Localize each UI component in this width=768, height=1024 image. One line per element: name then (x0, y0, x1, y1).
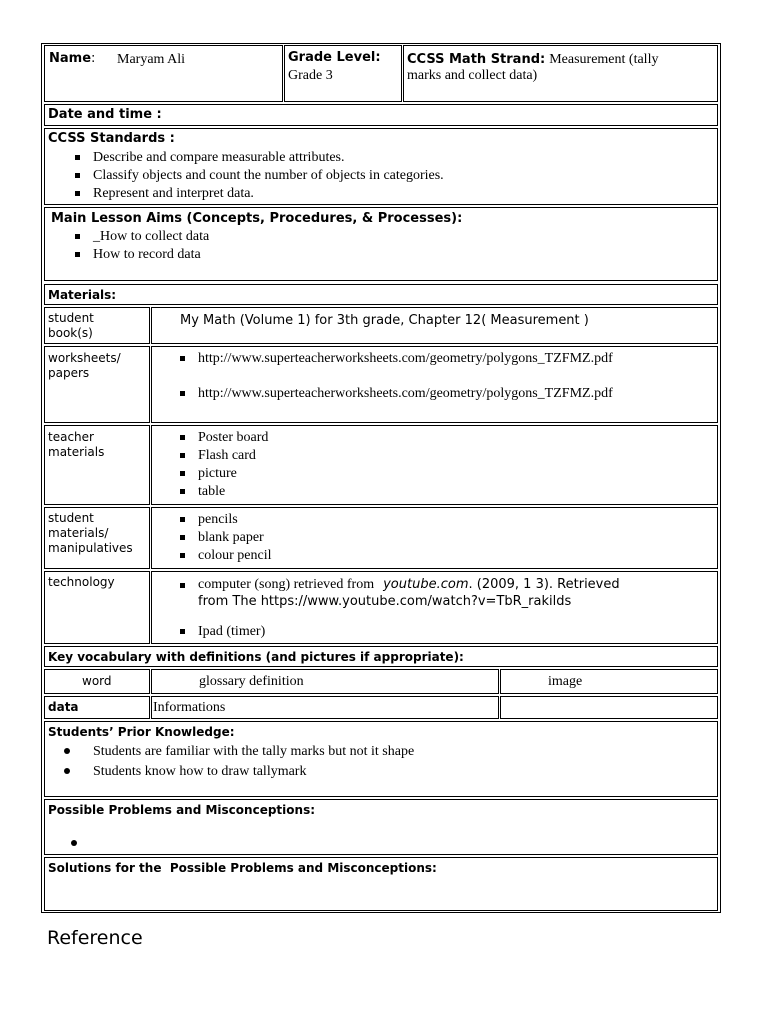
prior-knowledge-row (44, 721, 718, 797)
list-item: Students know how to draw tallymark (63, 762, 414, 782)
student-materials-label-cont: materials/ (48, 526, 109, 540)
teacher-materials-label-cont: materials (48, 445, 105, 459)
teacher-materials-label-cell (44, 425, 150, 505)
technology-item-song: computer (song) retrieved from youtube.com. (2009, 1 3). Retrieved from The https://www.youtube.com/watch?v=TbR_rakilds (178, 575, 620, 611)
grade-level-cell (284, 45, 402, 102)
problems-list (70, 834, 90, 852)
student-book-label-cont: book(s) (48, 326, 93, 340)
list-item: How to record data (73, 246, 209, 264)
materials-row (44, 284, 718, 305)
list-item: colour pencil (178, 547, 271, 565)
date-time-label: Date and time : (48, 107, 162, 122)
technology-list (178, 623, 265, 641)
vocabulary-label: Key vocabulary with definitions (and pictures if appropriate): (48, 650, 464, 664)
lesson-aims-list (73, 228, 209, 264)
student-materials-list (178, 511, 271, 565)
technology-label: technology (48, 575, 115, 589)
standards-row (44, 128, 718, 205)
list-item: pencils (178, 511, 271, 529)
student-materials-label-cell (44, 507, 150, 569)
vocab-header-image: image (500, 669, 718, 694)
prior-knowledge-list (63, 742, 414, 782)
vocab-word: data (48, 700, 79, 714)
list-item: table (178, 483, 268, 501)
student-materials-value-cell (151, 507, 718, 569)
list-item: Poster board (178, 429, 268, 447)
youtube-link[interactable]: youtube.com (383, 577, 469, 592)
student-materials-label-cont2: manipulatives (48, 541, 133, 555)
grade-level-label: Grade Level: (288, 50, 381, 65)
math-strand-label: CCSS Math Strand: (407, 52, 546, 67)
solutions-row (44, 857, 718, 911)
bullet-icon (180, 583, 185, 588)
teacher-materials-value-cell (151, 425, 718, 505)
technology-label-cell (44, 571, 150, 644)
list-item: Ipad (timer) (178, 623, 265, 641)
math-strand-cell (403, 45, 718, 102)
student-materials-label: student (48, 511, 94, 525)
grade-level-value: Grade 3 (288, 68, 333, 83)
worksheets-label: worksheets/ (48, 351, 121, 365)
solutions-label: Solutions for the Possible Problems and Misconceptions: (48, 861, 437, 875)
teacher-materials-list (178, 429, 268, 501)
list-item: Classify objects and count the number of objects in categories. (73, 167, 444, 185)
teacher-materials-label: teacher (48, 430, 94, 444)
youtube-url[interactable]: from The https://www.youtube.com/watch?v=TbR_rakilds (198, 594, 572, 609)
worksheets-label-cell (44, 346, 150, 423)
problems-label: Possible Problems and Misconceptions: (48, 803, 316, 817)
vocab-header-word: word (44, 669, 150, 694)
list-item: Represent and interpret data. (73, 185, 444, 203)
name-cell: Name: Maryam Ali (44, 45, 283, 102)
student-book-value: My Math (Volume 1) for 3th grade, Chapter 12( Measurement ) (180, 313, 589, 328)
list-item: _How to collect data (73, 228, 209, 246)
lesson-aims-row (44, 207, 718, 281)
vocab-word-cell (44, 696, 150, 719)
vocab-header-definition: glossary definition (151, 669, 499, 694)
name-value: Maryam Ali (117, 52, 186, 67)
vocabulary-row (44, 646, 718, 667)
list-item (70, 834, 90, 852)
list-item: picture (178, 465, 268, 483)
math-strand-value: Measurement (tally (549, 52, 659, 67)
standards-list (73, 149, 444, 203)
worksheets-list (178, 350, 613, 403)
list-item: Describe and compare measurable attributes. (73, 149, 444, 167)
student-book-label: student (48, 311, 94, 325)
lesson-aims-label: Main Lesson Aims (Concepts, Procedures, & Processes): (51, 211, 463, 226)
math-strand-value-cont: marks and collect data) (407, 68, 538, 83)
student-book-label-cell (44, 307, 150, 344)
worksheets-label-cont: papers (48, 366, 90, 380)
worksheet-link[interactable]: http://www.superteacherworksheets.com/geometry/polygons_TZFMZ.pdf (178, 350, 613, 368)
vocab-definition: Informations (153, 700, 226, 715)
student-book-value-cell (151, 307, 718, 344)
list-item: Students are familiar with the tally marks but not it shape (63, 742, 414, 762)
materials-label: Materials: (48, 288, 117, 302)
name-label: Name (49, 51, 92, 66)
date-time-row (44, 104, 718, 126)
list-item: blank paper (178, 529, 271, 547)
prior-knowledge-label: Students’ Prior Knowledge: (48, 725, 235, 739)
worksheets-value-cell (151, 346, 718, 423)
worksheet-link[interactable]: http://www.superteacherworksheets.com/geometry/polygons_TZFMZ.pdf (178, 385, 613, 403)
reference-heading: Reference (47, 927, 143, 949)
standards-label: CCSS Standards : (48, 131, 175, 146)
vocab-definition-cell (151, 696, 499, 719)
list-item: Flash card (178, 447, 268, 465)
vocab-image-cell (500, 696, 718, 719)
technology-value-cell (151, 571, 718, 644)
problems-row (44, 799, 718, 855)
